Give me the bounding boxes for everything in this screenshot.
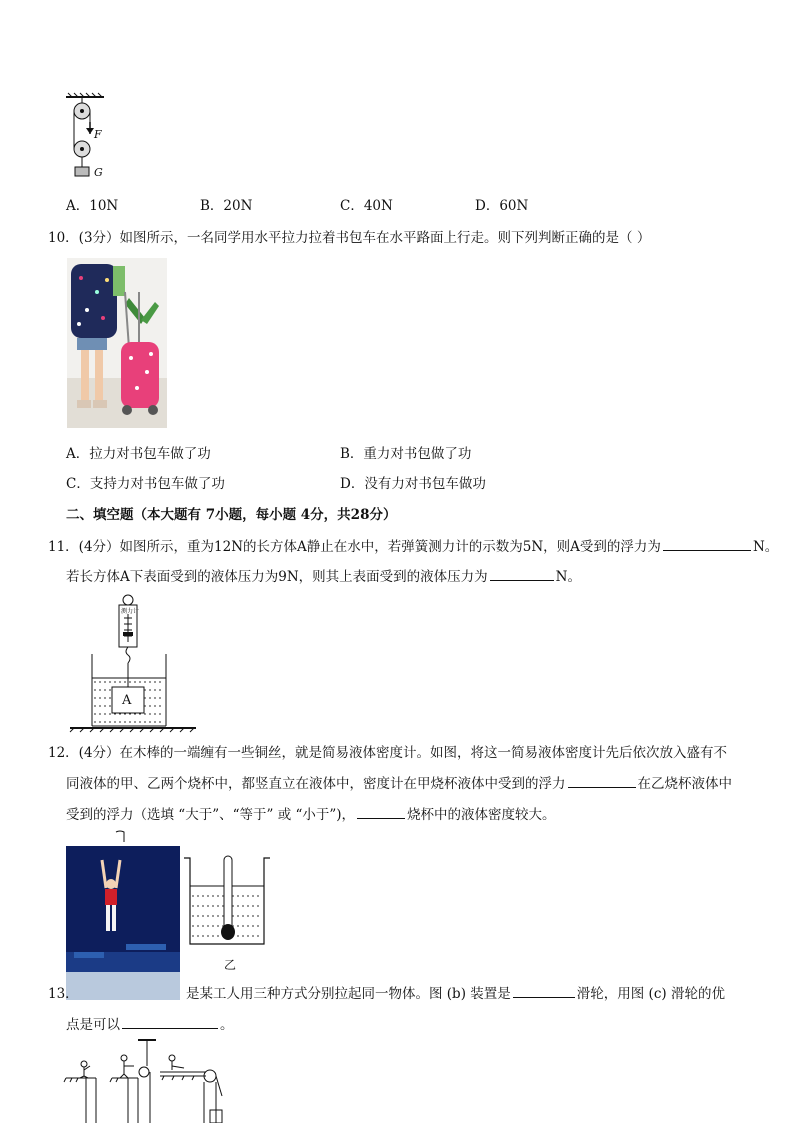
- q11-blank-1[interactable]: [663, 536, 751, 551]
- backpack-photo: [67, 258, 167, 428]
- q13-number: 13．: [48, 986, 79, 1002]
- q10-stem: 10．(3分）如图所示，一名同学用水平拉力拉着书包车在水平路面上行走。则下列判断正确的是（ ）: [48, 230, 651, 246]
- force-label: F: [94, 128, 102, 141]
- q12-line1: 12．(4分）在木棒的一端缠有一些铜丝，就是简易液体密度计。如图，将这一简易液体密度计先后依次放入盛有不: [48, 745, 728, 761]
- meter-label: 测力计: [121, 608, 140, 615]
- section-title: 二、填空题（本大题有 7小题，每小题 4分，共28分）: [66, 507, 397, 523]
- q10-option-c: C．支持力对书包车做了功: [66, 476, 225, 492]
- q11-line2: 若长方体A下表面受到的液体压力为9N，则其上表面受到的液体压力为 N。: [66, 565, 581, 585]
- q13-line2: 点是可以 。: [66, 1013, 234, 1033]
- q12-blank-1[interactable]: [568, 773, 636, 788]
- gymnast-photo: [66, 832, 180, 1000]
- q9-option-b: B．20N: [200, 198, 253, 214]
- weight-label: G: [94, 166, 103, 179]
- q11-line1: 11．(4分）如图所示，重为12N的长方体A静止在水中，若弹簧测力计的示数为5N，则A受到的浮力为 N。: [48, 535, 778, 555]
- q12-blank-2[interactable]: [357, 804, 405, 819]
- worker-pulley-figure: [64, 1036, 234, 1123]
- q11-blank-2[interactable]: [490, 566, 554, 581]
- q12-line3: 受到的浮力（选填 “大于”、“等于” 或 “小于”)， 烧杯中的液体密度较大。: [66, 803, 556, 823]
- q9-option-a: A．10N: [66, 198, 119, 214]
- q10-option-a: A．拉力对书包车做了功: [66, 446, 211, 462]
- q9-option-d: D．60N: [475, 198, 529, 214]
- q13-blank-1[interactable]: [513, 983, 575, 998]
- q10-option-b: B．重力对书包做了功: [340, 446, 472, 462]
- q13-blank-2[interactable]: [122, 1014, 218, 1029]
- beaker-figure: [182, 852, 274, 952]
- q13-line1: 是某工人用三种方式分别拉起同一物体。图 (b) 装置是 滑轮，用图 (c) 滑轮的优: [186, 982, 725, 1002]
- block-a-label: A: [122, 693, 132, 708]
- q10-option-d: D．没有力对书包车做功: [340, 476, 486, 492]
- q12-line2: 同液体的甲、乙两个烧杯中，都竖直立在液体中，密度计在甲烧杯液体中受到的浮力 在乙烧杯液体中: [66, 772, 732, 792]
- beaker-label: 乙: [224, 958, 237, 972]
- q9-option-c: C．40N: [340, 198, 393, 214]
- pulley-figure: [60, 92, 120, 182]
